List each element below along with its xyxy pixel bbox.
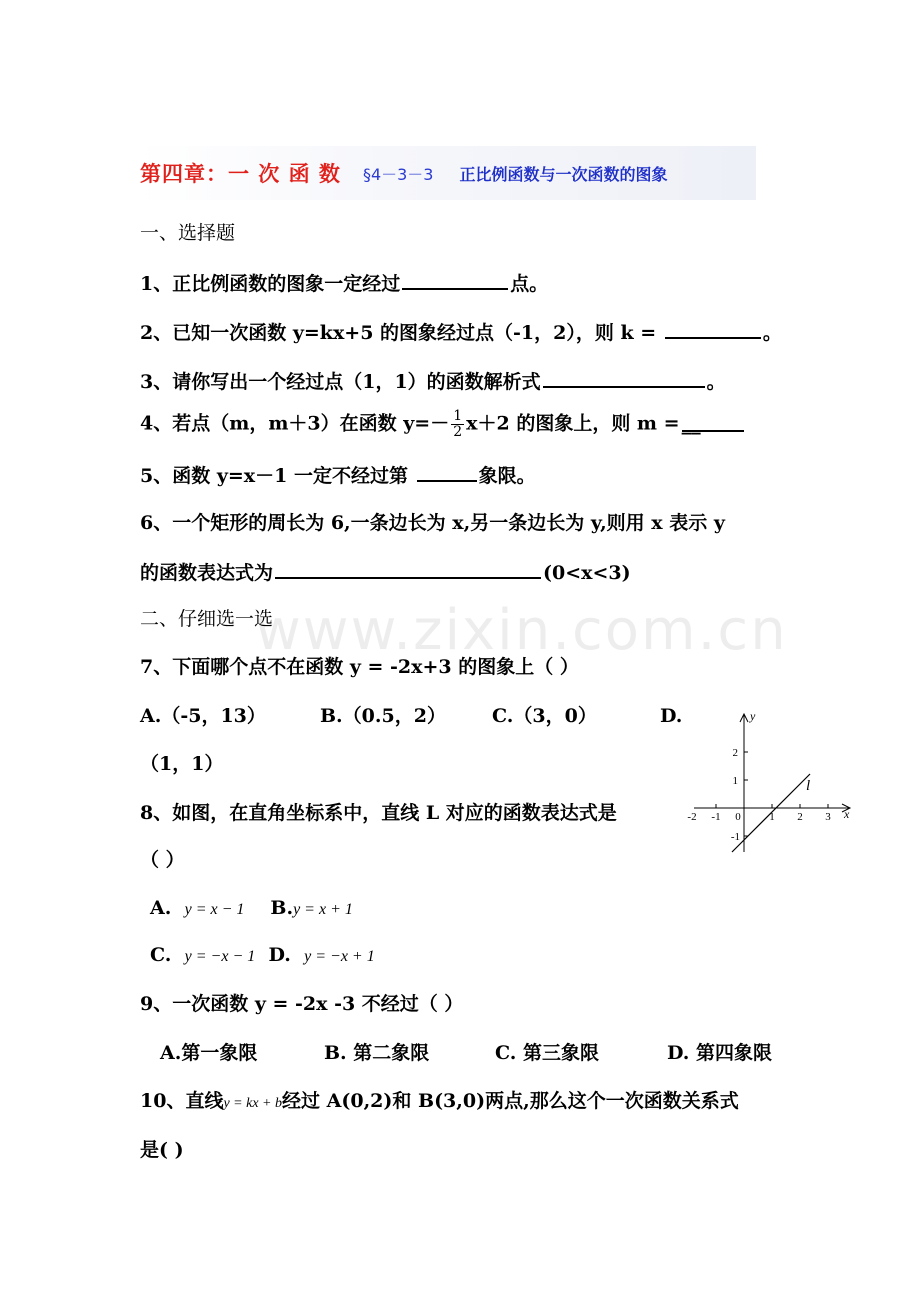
question-8-paren: （ ） <box>140 849 185 871</box>
origin-label: 0 <box>735 811 741 823</box>
question-2 <box>140 317 782 347</box>
q4-blank-mark: __ <box>681 412 701 435</box>
coordinate-graph <box>686 706 856 856</box>
question-5 <box>140 460 536 490</box>
q2-answer-blank[interactable] <box>665 317 761 339</box>
q9-option-a[interactable]: A.第一象限 <box>160 1042 258 1064</box>
q7-option-d[interactable]: D. <box>660 705 683 727</box>
q4-fraction-denominator: 2 <box>453 424 463 440</box>
question-6-line1: 6、一个矩形的周长为 6,一条边长为 x,另一条边长为 y,则用 x 表示 y <box>140 512 725 534</box>
q8-option-a-formula: y = x − 1 <box>184 901 245 918</box>
section-number: §4－3－3 <box>362 164 434 184</box>
question-10-line1 <box>140 1087 739 1118</box>
q1-text-end: 点。 <box>510 273 549 295</box>
y-tick-label: 1 <box>732 775 738 787</box>
q3-text: 3、请你写出一个经过点（1，1）的函数解析式 <box>140 371 541 393</box>
q4-text-2: x＋2 的图象上，则 m = <box>466 412 680 435</box>
q8-options-row1 <box>150 894 353 924</box>
question-1 <box>140 268 548 298</box>
q8-option-b-formula: y = x + 1 <box>293 901 353 918</box>
q7-option-a[interactable]: A.（-5，13） <box>140 705 266 727</box>
question-10-line2: 是( ) <box>140 1139 184 1161</box>
q8-option-a[interactable] <box>150 897 244 919</box>
q6-range: (0<x<3) <box>543 562 631 584</box>
watermark: www.zixin.com.cn <box>255 598 788 663</box>
question-8-stem: 8、如图，在直角坐标系中，直线 L 对应的函数表达式是 <box>140 802 617 824</box>
x-tick-label: 3 <box>825 811 831 823</box>
q4-text: 4、若点（m，m＋3）在函数 y=－ <box>140 412 450 435</box>
q8-option-d[interactable] <box>268 944 374 966</box>
q7-option-c[interactable]: C.（3，0） <box>492 705 597 727</box>
section-topic: 正比例函数与一次函数的图象 <box>459 164 668 184</box>
q5-answer-blank[interactable] <box>417 460 477 482</box>
q6-text: 的函数表达式为 <box>140 562 274 584</box>
q8-option-d-label: D. <box>268 944 291 966</box>
question-7-stem: 7、下面哪个点不在函数 y = -2x+3 的图象上（ ） <box>140 656 579 678</box>
q8-option-c[interactable] <box>150 944 255 966</box>
q3-text-end: 。 <box>706 371 726 393</box>
q1-answer-blank[interactable] <box>402 268 508 290</box>
q4-answer-blank[interactable] <box>681 410 744 435</box>
q8-option-c-formula: y = −x − 1 <box>184 948 256 965</box>
x-tick-label: -2 <box>687 811 697 823</box>
y-tick-label: -1 <box>730 831 740 843</box>
x-tick-label: 1 <box>769 811 775 823</box>
q8-option-a-label: A. <box>150 897 172 919</box>
q8-options-row2 <box>150 941 375 971</box>
question-9-stem: 9、一次函数 y = -2x -3 不经过（ ） <box>140 993 464 1015</box>
q10-formula: y = kx + b <box>223 1096 282 1111</box>
q5-text-end: 象限。 <box>478 465 536 487</box>
q7-option-b[interactable]: B.（0.5，2） <box>320 705 446 727</box>
q8-option-c-label: C. <box>150 944 172 966</box>
q9-option-d[interactable]: D. 第四象限 <box>667 1042 773 1064</box>
q2-text-end: 。 <box>762 322 782 344</box>
q9-option-b[interactable]: B. 第二象限 <box>324 1042 430 1064</box>
q6-answer-blank[interactable] <box>275 557 541 579</box>
x-tick-label: -1 <box>711 811 721 823</box>
q8-option-b[interactable] <box>270 897 352 919</box>
q8-option-b-label: B. <box>270 897 294 919</box>
y-tick-label: 2 <box>732 747 738 759</box>
part1-title: 一、选择题 <box>140 222 236 244</box>
question-7-options <box>140 702 682 730</box>
line-label: l <box>806 778 811 794</box>
y-axis-label: y <box>750 709 756 723</box>
q2-text: 2、已知一次函数 y=kx+5 的图象经过点（-1，2），则 k = <box>140 322 657 344</box>
q5-text: 5、函数 y=x－1 一定不经过第 <box>140 465 408 487</box>
chapter-header-banner <box>136 146 756 200</box>
chapter-title: 第四章：一 次 函 数 <box>140 162 341 186</box>
question-4 <box>140 409 746 440</box>
q4-fraction-numerator: 1 <box>453 408 463 424</box>
q9-option-c[interactable]: C. 第三象限 <box>495 1042 600 1064</box>
q1-text: 1、正比例函数的图象一定经过 <box>140 273 401 295</box>
part2-title: 二、仔细选一选 <box>140 608 274 630</box>
x-axis-label: x <box>844 807 850 821</box>
q8-option-d-formula: y = −x + 1 <box>304 948 375 965</box>
q10-text-2: 经过 A(0,2)和 B(3,0)两点,那么这个一次函数关系式 <box>282 1090 739 1112</box>
question-9-options <box>160 1039 772 1067</box>
question-3 <box>140 366 726 396</box>
q7-option-d-value: （1，1） <box>140 753 224 775</box>
q3-answer-blank[interactable] <box>543 366 705 388</box>
x-tick-label: 2 <box>797 811 803 823</box>
q4-fraction <box>451 409 464 440</box>
q10-text: 10、直线 <box>140 1090 224 1112</box>
question-6-line2 <box>140 557 631 587</box>
